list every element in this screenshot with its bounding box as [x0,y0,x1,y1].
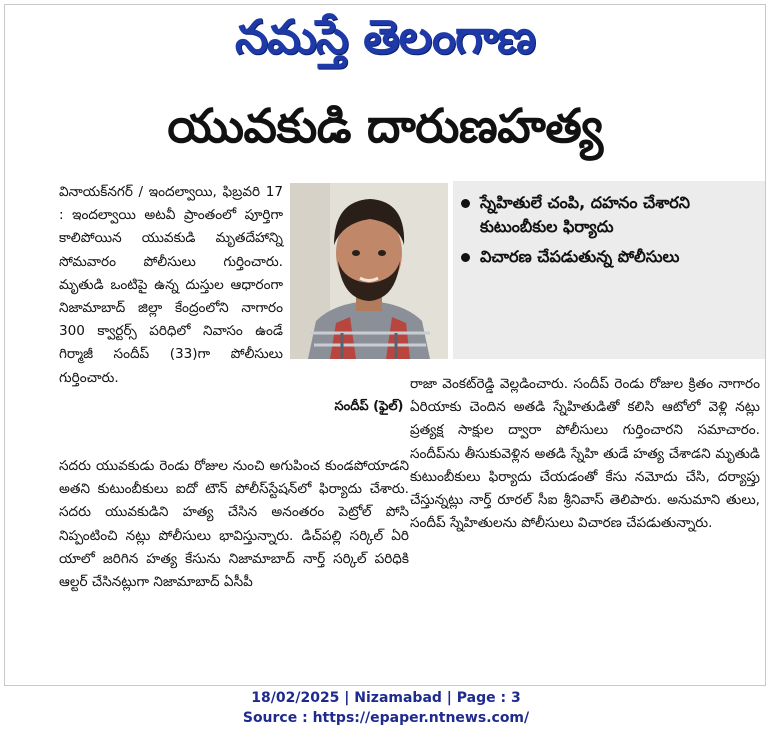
source-footer [0,688,772,728]
highlight-text: స్నేహితులే చంపి, దహనం చేశారని కుటుంబీకుల ఫిర్యాదు [480,193,691,236]
highlights-box [453,181,765,359]
bullet-icon [461,253,470,262]
highlight-item [461,191,757,239]
newspaper-masthead: నమస్తే తెలంగాణ [235,10,535,65]
portrait-illustration [290,183,448,359]
bullet-icon [461,199,470,208]
highlight-text: విచారణ చేపడుతున్న పోలీసులు [480,247,680,266]
newspaper-clipping [4,4,766,686]
article-column-bottom: సదరు యువకుడు రెండు రోజుల నుంచి అగుపించ కుండపోయాడని అతని కుటుంబీకులు ఐదో టౌన్ పోలీస్‌స్టేషన్‌లో ఫిర్యాదు చేశారు. సదరు యువకుడిని హత్య చేసిన అనంతరం పెట్రోల్ పోసి నిప్పంటించి నట్లు పోలీసులు భావిస్తున్నారు. డిచ్‌పల్లి సర్కిల్ ఏరి యాలో జరిగిన హత్య కేసును నిజామాబాద్ నార్త్ సర్కిల్ పరిధికి ఆల్టర్ చేసినట్లుగా నిజామాబాద్ ఏసీపీ [59,458,409,591]
article-headline: యువకుడి దారుణహత్య [167,99,603,154]
highlight-item [461,245,757,269]
article-column-1: వినాయక్‌నగర్ / ఇందల్వాయి, ఫిబ్రవరి 17 : ఇందల్వాయి అటవీ ప్రాంతంలో పూర్తిగా కాలిపోయిన యువకుడి మృతదేహాన్ని సోమవారం పోలీసులు గుర్తించారు. మృతుడి ఒంటిపై ఉన్న దుస్తుల ఆధారంగా నిజామాబాద్ జిల్లా కేంద్రంలోని నాగారం 300 క్వార్టర్స్ పరిధిలో నివాసం ఉండే గిర్మాజీ సందీప్ (33)గా పోలీసులు గుర్తించారు. [59,184,283,386]
photo-caption: సందీప్ (ఫైల్) [334,399,404,414]
highlights-list [453,181,765,269]
person-photo [290,183,448,359]
footer-date-line: 18/02/2025 | Nizamabad | Page : 3 [251,690,521,706]
footer-source-line: Source : https://epaper.ntnews.com/ [242,710,530,726]
article-column-right: రాజా వెంకట్‌రెడ్డి వెల్లడించారు. సందీప్ రెండు రోజుల క్రితం నాగారం ఏరియాకు చెందిన అతడి స్నేహితుడితో కలిసి ఆటోలో వెళ్లి నట్లు ప్రత్యక్ష సాక్షుల ద్వారా పోలీసులు గుర్తించారని సమాచారం. సందీప్‌ను తీసుకువెళ్లిన అతడి స్నేహి తుడే హత్య చేశాడని మృతుడి కుటుంబీకులు ఫిర్యాదు చేయడంతో కేసు నమోదు చేసి, దర్యాప్తు చేస్తున్నట్లు నార్త్ రూరల్ సీఐ శ్రీనివాస్ తెలిపారు. అనుమాని తులు, సందీప్ స్నేహితులను పోలీసులు విచారణ చేపడుతున్నారు. [410,376,760,532]
